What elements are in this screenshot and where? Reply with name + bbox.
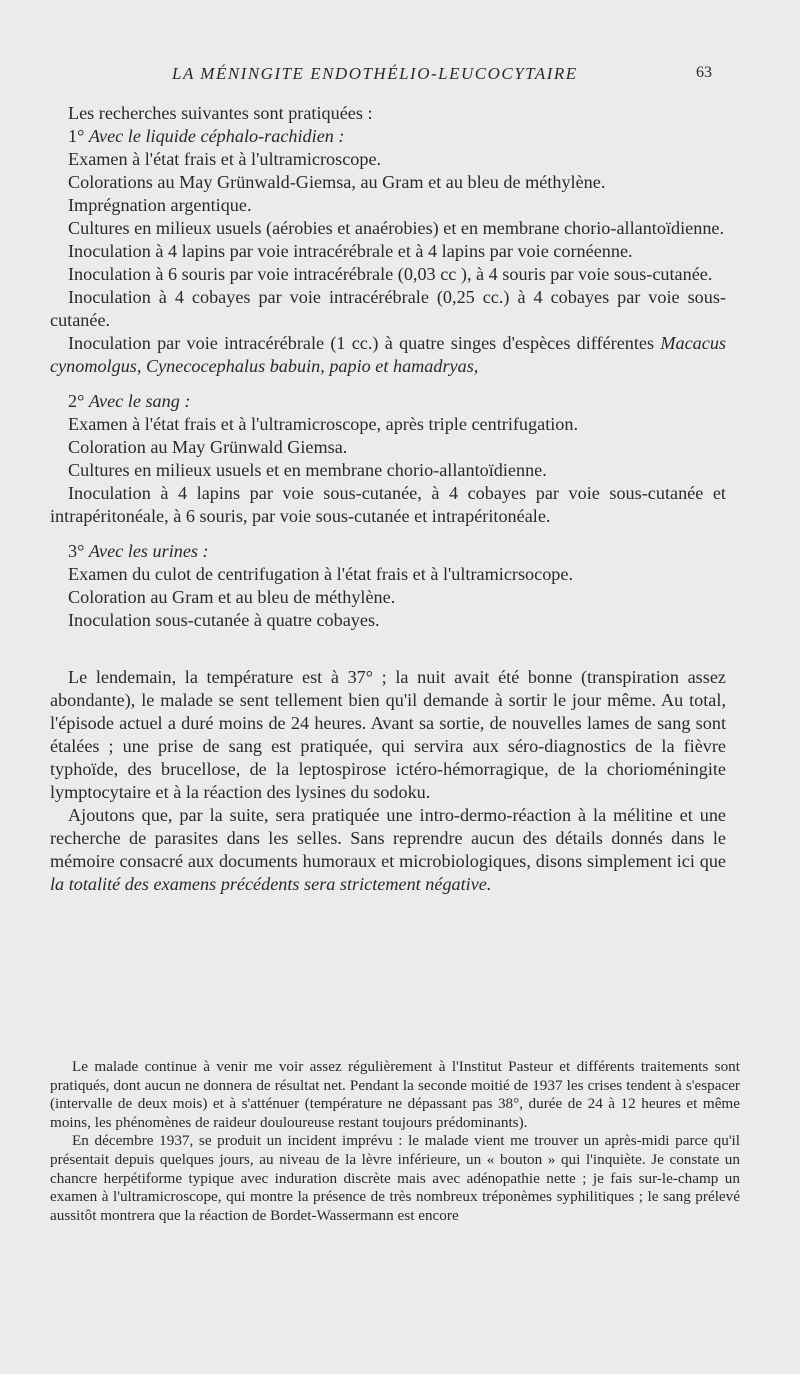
list-item [50, 332, 726, 378]
section-title: Avec les urines : [88, 541, 209, 561]
list-item: Inoculation à 4 lapins par voie sous-cutanée, à 4 cobayes par voie sous-cutanée et intrapéritonéale, à 6 souris, par voie sous-cutanée et intrapéritonéale. [50, 483, 726, 526]
list-item: Coloration au Gram et au bleu de méthylène. [68, 587, 396, 607]
section-heading [50, 125, 726, 148]
list-item: Inoculation à 6 souris par voie intracérébrale (0,03 cc ), à 4 souris par voie sous-cutanée. [68, 264, 713, 284]
section-number: 3° [68, 541, 85, 561]
list-item: Examen du culot de centrifugation à l'état frais et à l'ultramicrsocope. [68, 564, 573, 584]
section-number: 1° [68, 126, 85, 146]
main-text [50, 102, 726, 896]
running-header [52, 64, 712, 88]
paragraph-text: Ajoutons que, par la suite, sera pratiquée une intro-dermo-réaction à la mélitine et une recherche de parasites dans les selles. Sans reprendre aucun des détails donnés dans le mémoire consacré aux documents humoraux et microbiologiques, disons simplement ici que [50, 805, 726, 871]
paragraph-emphasis: la totalité des examens précédents sera strictement négative. [50, 874, 492, 894]
list-item: Coloration au May Grünwald Giemsa. [68, 437, 348, 457]
section-number: 2° [68, 391, 85, 411]
page-number: 63 [696, 64, 712, 81]
list-item: Cultures en milieux usuels et en membrane chorio-allantoïdienne. [68, 460, 547, 480]
species-names: Macacus cynomolgus, Cynecocephalus babuin, papio et hamadryas, [50, 333, 726, 376]
list-item: Inoculation à 4 cobayes par voie intracérébrale (0,25 cc.) à 4 cobayes par voie sous-cutanée. [50, 287, 726, 330]
spacer [50, 378, 726, 390]
list-item: Cultures en milieux usuels (aérobies et anaérobies) et en membrane chorio-allantoïdienne. [68, 218, 725, 238]
list-item: Examen à l'état frais et à l'ultramicroscope. [68, 149, 382, 169]
small-print-section [50, 1058, 740, 1225]
section-heading [50, 540, 726, 563]
section-title: Avec le liquide céphalo-rachidien : [88, 126, 345, 146]
intro-line: Les recherches suivantes sont pratiquées : [68, 103, 373, 123]
list-item: Inoculation à 4 lapins par voie intracérébrale et à 4 lapins par voie cornéenne. [68, 241, 633, 261]
paragraph: Le lendemain, la température est à 37° ; la nuit avait été bonne (transpiration assez abondante), le malade se sent tellement bien qu'il demande à sortir le jour même. Au total, l'épisode actuel a duré moins de 24 heures. Avant sa sortie, de nouvelles lames de sang sont étalées ; une prise de sang est pratiquée, qui servira aux séro-diagnostics de la fièvre typhoïde, des brucellose, de la leptospirose ictéro-hémorragique, de la chorioméningite lymptocytaire et à la réaction des lysines du sodoku. [50, 667, 726, 802]
list-item: Imprégnation argentique. [68, 195, 252, 215]
section-title: Avec le sang : [88, 391, 191, 411]
section-heading [50, 390, 726, 413]
spacer [50, 528, 726, 540]
running-title: LA MÉNINGITE ENDOTHÉLIO-LEUCOCYTAIRE [172, 64, 578, 83]
list-item: Examen à l'état frais et à l'ultramicroscope, après triple centrifugation. [68, 414, 579, 434]
list-item: Inoculation sous-cutanée à quatre cobayes. [68, 610, 380, 630]
small-paragraph: Le malade continue à venir me voir assez régulièrement à l'Institut Pasteur et différents traitements sont pratiqués, dont aucun ne donnera de résultat net. Pendant la seconde moitié de 1937 les crises tendent à s'espacer (intervalle de deux mois) et à s'atténuer (température ne dépassant pas 38°, durée de 24 à 12 heures et même moins, les phénomènes de raideur douloureuse restant toujours prédominants). [50, 1058, 740, 1131]
list-item: Colorations au May Grünwald-Giemsa, au Gram et au bleu de méthylène. [68, 172, 606, 192]
list-item-text: Inoculation par voie intracérébrale (1 cc.) à quatre singes d'espèces différentes [68, 333, 661, 353]
paragraph [50, 804, 726, 896]
spacer [50, 632, 726, 666]
small-paragraph: En décembre 1937, se produit un incident imprévu : le malade vient me trouver un après-midi parce qu'il présentait depuis quelques jours, au niveau de la lèvre inférieure, un « bouton » qui l'inquiète. Je constate un chancre herpétiforme typique avec induration discrète mais avec adénopathie nette ; je fais sur-le-champ un examen à l'ultramicroscope, qui montre la présence de très nombreux tréponèmes syphilitiques ; le sang prélevé aussitôt montrera que la réaction de Bordet-Wassermann est encore [50, 1132, 740, 1224]
